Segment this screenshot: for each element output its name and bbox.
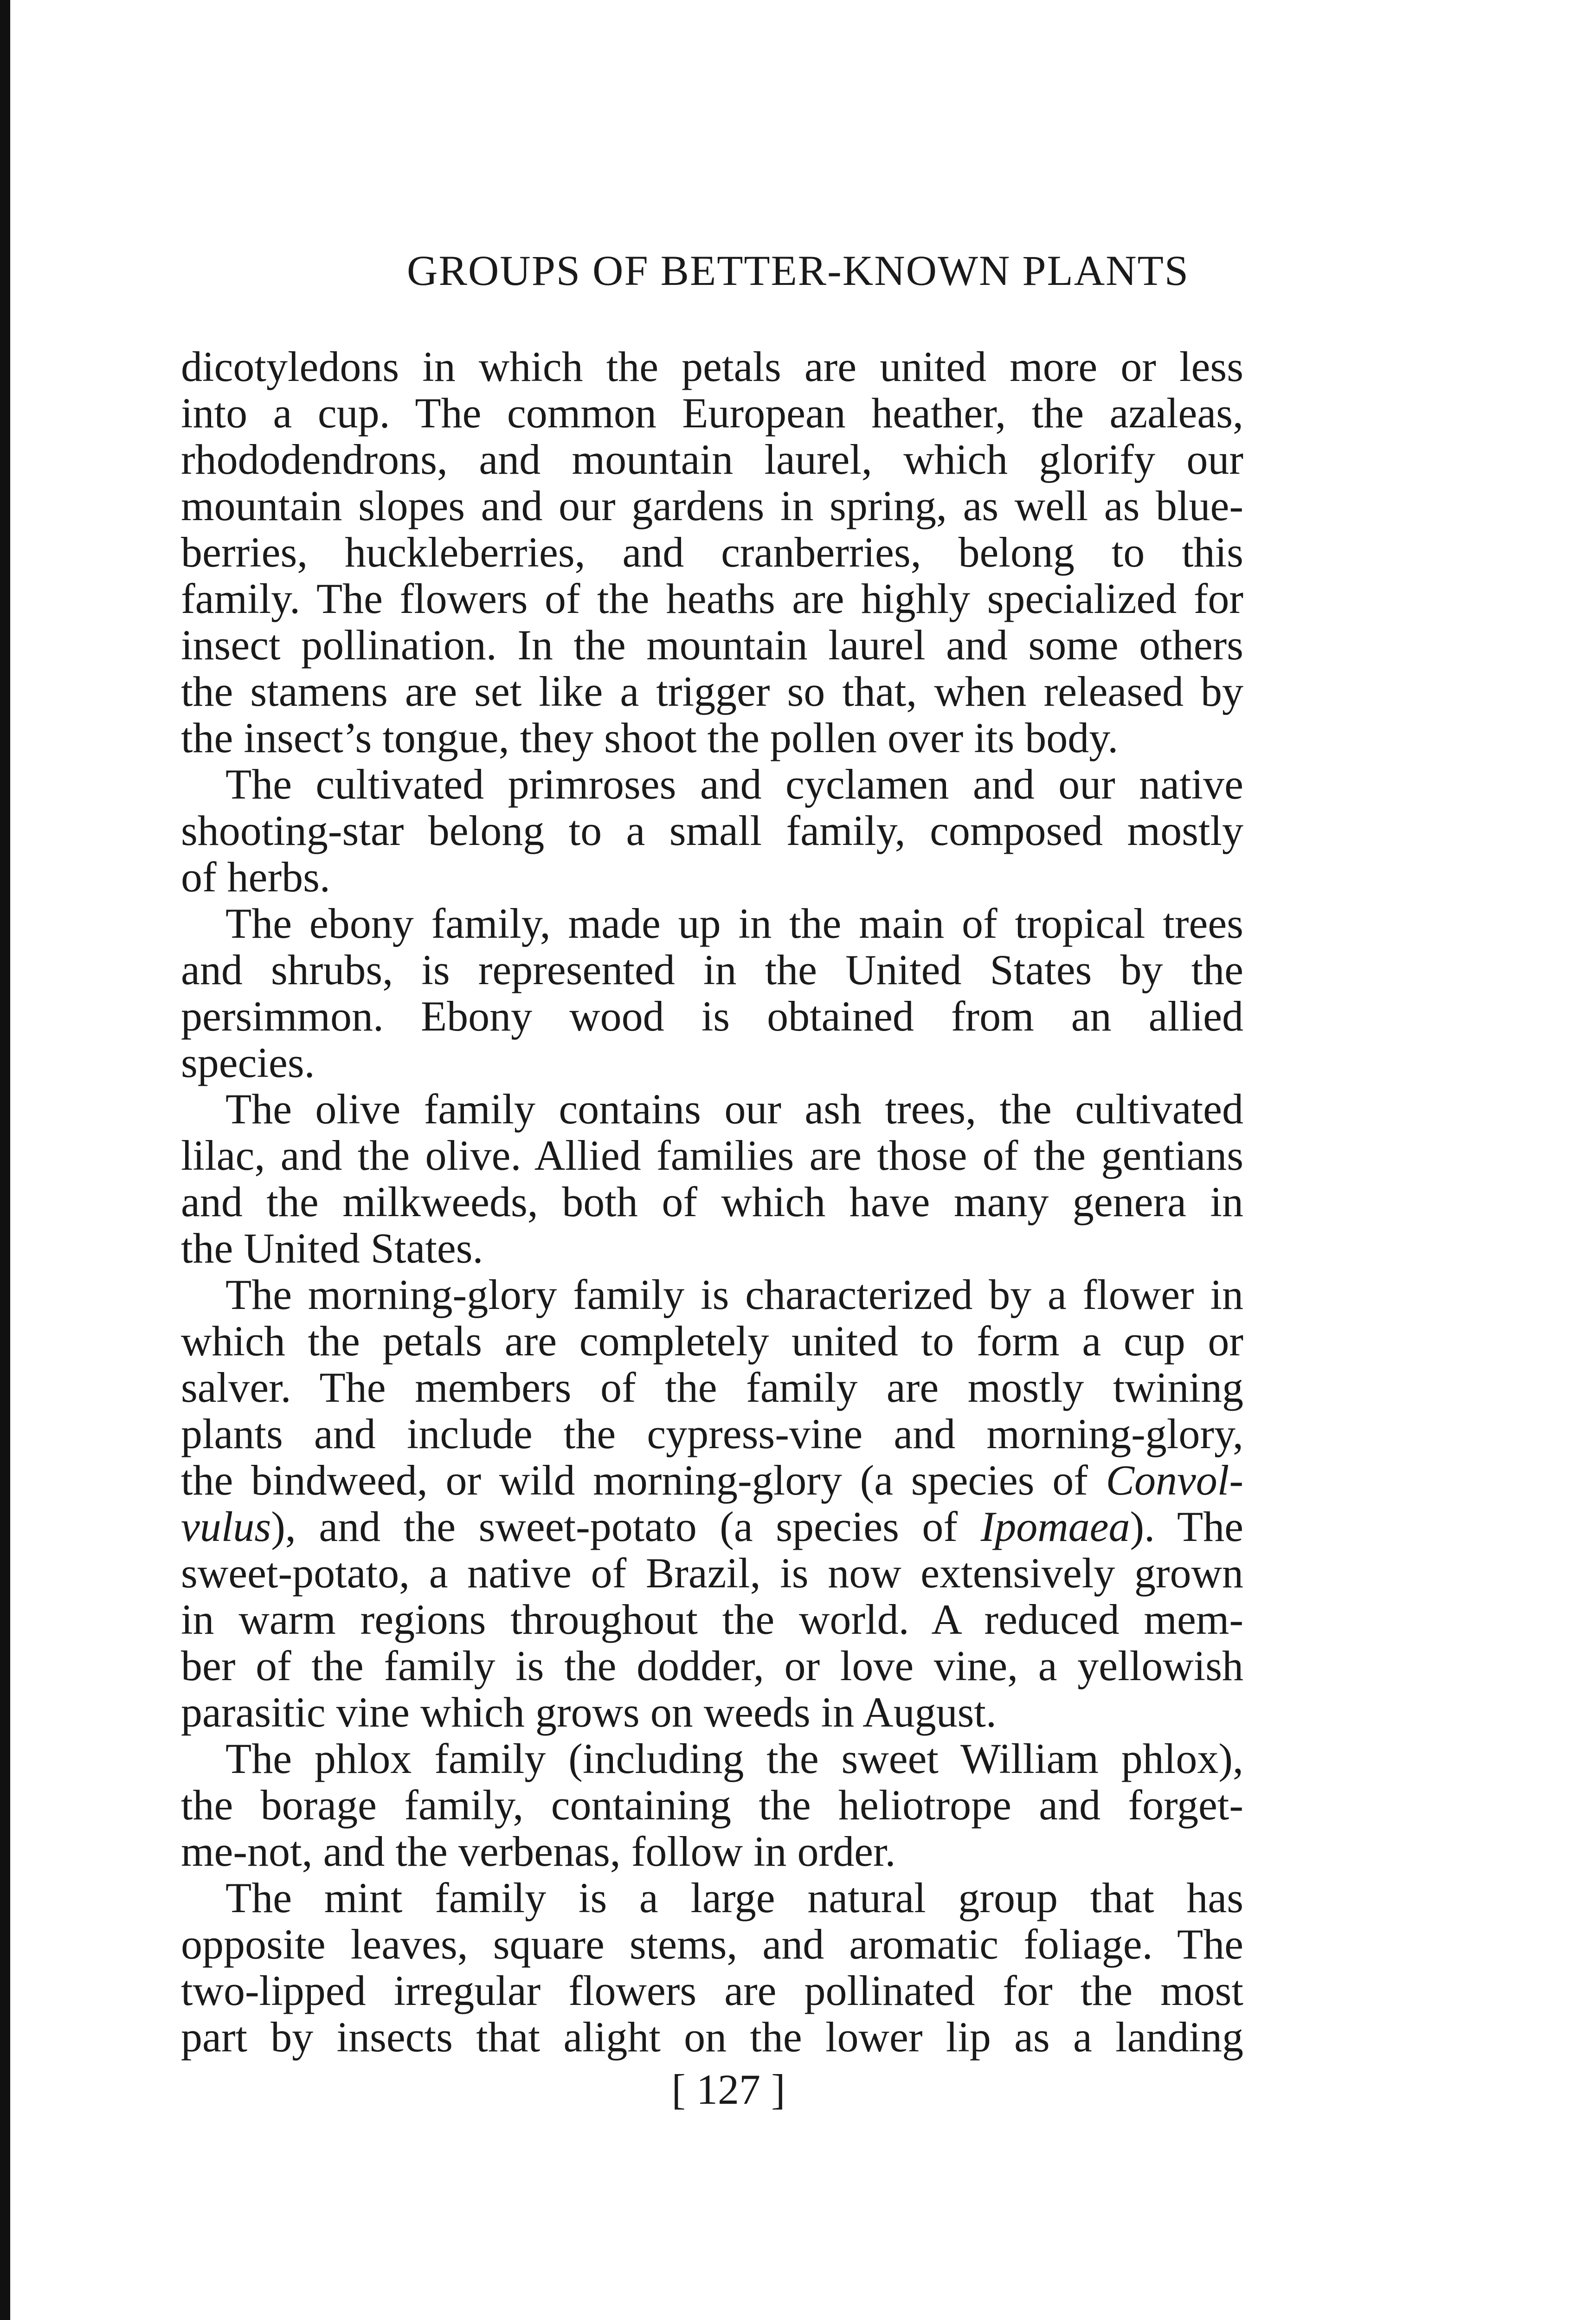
text-line: salver. The members of the family are mostly twining — [181, 1364, 1243, 1411]
text-line: family. The flowers of the heaths are highly specialized for — [181, 575, 1243, 622]
text-line: persimmon. Ebony wood is obtained from an allied — [181, 992, 1243, 1040]
text-line: species. — [181, 1039, 315, 1086]
text-line: and shrubs, is represented in the United States by the — [181, 946, 1243, 993]
text-line: mountain slopes and our gardens in spring, as well as blue- — [181, 482, 1243, 529]
text-line: into a cup. The common European heather, the azaleas, — [181, 389, 1243, 437]
text-line: plants and include the cypress-vine and morning-glory, — [181, 1410, 1243, 1457]
scan-edge — [0, 0, 10, 2320]
text-line: in warm regions throughout the world. A reduced mem- — [181, 1596, 1243, 1643]
text-line: and the milkweeds, both of which have many genera in — [181, 1178, 1243, 1225]
italic-genus-name: Ipomaea — [980, 1503, 1130, 1550]
text-line: which the petals are completely united to form a cup or — [181, 1317, 1243, 1365]
text-line: ber of the family is the dodder, or love vine, a yellowish — [181, 1642, 1243, 1689]
text-line: insect pollination. In the mountain laurel and some others — [181, 621, 1243, 669]
text-line: berries, huckleberries, and cranberries, belong to this — [181, 528, 1243, 576]
text-line: shooting-star belong to a small family, composed mostly — [181, 807, 1243, 854]
text-line: dicotyledons in which the petals are united more or less — [181, 343, 1243, 390]
text-line: lilac, and the olive. Allied families are those of the gentians — [181, 1132, 1243, 1179]
text-line: the insect’s tongue, they shoot the pollen over its body. — [181, 714, 1119, 761]
italic-genus-name: vulus — [181, 1503, 271, 1550]
text-line: the stamens are set like a trigger so that, when released by — [181, 668, 1243, 715]
text-line: of herbs. — [181, 853, 330, 901]
paragraph-start-line: The phlox family (including the sweet William phlox), — [225, 1735, 1243, 1782]
text-line: me-not, and the verbenas, follow in order. — [181, 1828, 896, 1875]
text-line: sweet-potato, a native of Brazil, is now extensively grown — [181, 1549, 1243, 1597]
text-line: the United States. — [181, 1224, 483, 1272]
text-line: part by insects that alight on the lower lip as a landing — [181, 2013, 1243, 2061]
italic-genus-name: Convol- — [1106, 1456, 1243, 1504]
text-line: two-lipped irregular flowers are pollinated for the most — [181, 1967, 1243, 2014]
text-line: rhododendrons, and mountain laurel, which glorify our — [181, 436, 1243, 483]
paragraph-start-line: The olive family contains our ash trees, the cultivated — [225, 1085, 1243, 1133]
running-head: GROUPS OF BETTER-KNOWN PLANTS — [407, 247, 1189, 294]
paragraph-start-line: The cultivated primroses and cyclamen and our native — [225, 760, 1243, 808]
text-line: the borage family, containing the heliotrope and forget- — [181, 1781, 1243, 1829]
paragraph-start-line: The ebony family, made up in the main of tropical trees — [225, 900, 1243, 947]
text-run: ). The — [1130, 1503, 1244, 1550]
text-line: parasitic vine which grows on weeds in August. — [181, 1688, 997, 1736]
text-run: ), and the sweet-potato (a species of — [271, 1503, 958, 1550]
page-number: [ 127 ] — [671, 2066, 785, 2113]
paragraph-start-line: The mint family is a large natural group that has — [225, 1874, 1243, 1921]
text-run: the bindweed, or wild morning-glory (a species of — [181, 1456, 1088, 1504]
text-line-with-italic — [181, 1503, 1243, 1550]
text-line: opposite leaves, square stems, and aromatic foliage. The — [181, 1920, 1243, 1968]
paragraph-start-line: The morning-glory family is characterized by a flower in — [225, 1271, 1243, 1318]
text-line-with-italic — [181, 1457, 1243, 1503]
